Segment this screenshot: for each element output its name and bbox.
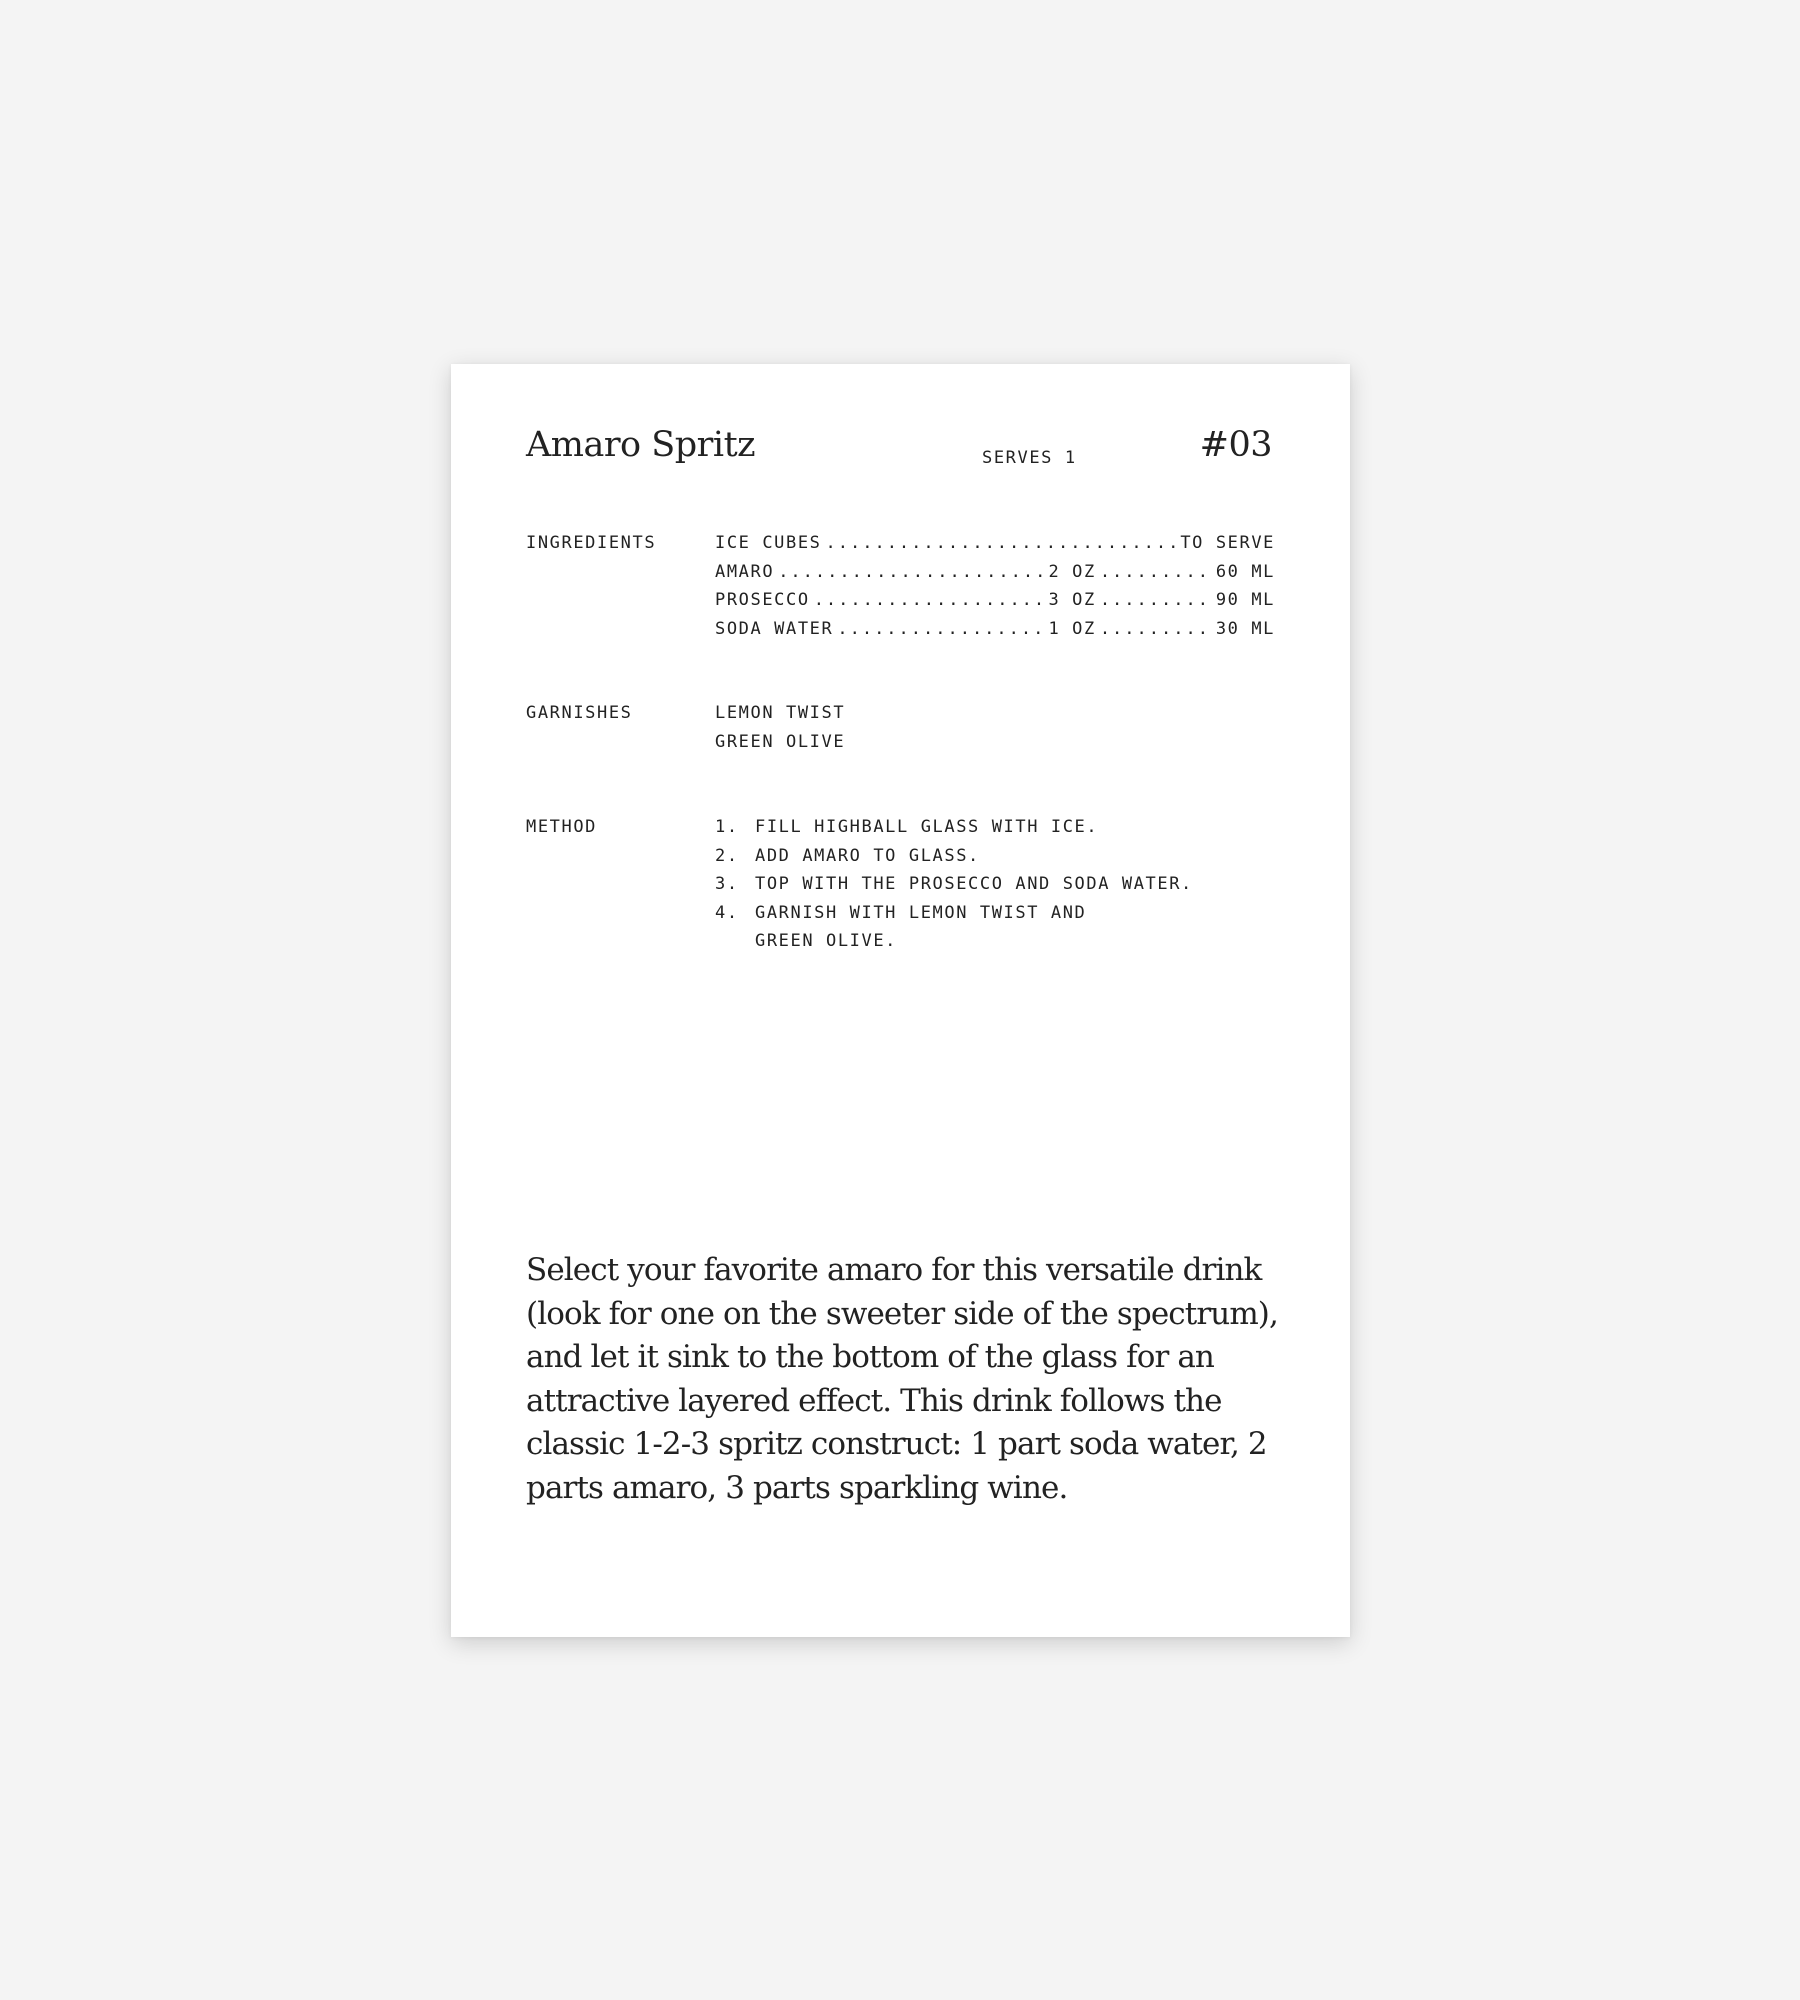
method-step [715, 842, 1275, 871]
method-step [715, 870, 1275, 899]
method-steps [715, 813, 1275, 956]
step-number: 1. [715, 817, 739, 837]
method-step [715, 813, 1275, 842]
step-text: TOP WITH THE PROSECCO AND SODA WATER. [755, 874, 1193, 894]
ingredient-row [715, 615, 1275, 644]
leader-dots [837, 615, 1044, 644]
ingredient-oz: 1 OZ [1048, 618, 1096, 639]
step-text: GARNISH WITH LEMON TWIST AND GREEN OLIVE. [755, 902, 1087, 951]
ingredient-name: SODA WATER [715, 618, 834, 639]
recipe-number: #03 [1199, 425, 1272, 465]
ingredient-name: AMARO [715, 561, 775, 582]
ingredient-ml: 90 ML [1215, 590, 1275, 610]
ingredients-list [715, 529, 1275, 643]
ingredient-oz: 3 OZ [1048, 590, 1096, 610]
garnish-item: GREEN OLIVE [715, 731, 846, 752]
serves-count: SERVES 1 [982, 448, 1077, 468]
ingredient-row [715, 558, 1275, 587]
step-number: 2. [715, 845, 739, 866]
ingredient-ml: TO SERVE [1180, 533, 1275, 553]
step-text: FILL HIGHBALL GLASS WITH ICE. [755, 817, 1099, 837]
ingredient-row [715, 586, 1275, 615]
leader-dots [1100, 615, 1212, 644]
leader-dots [1100, 586, 1212, 615]
garnishes-label: GARNISHES [526, 703, 633, 723]
step-text: ADD AMARO TO GLASS. [755, 845, 980, 866]
ingredient-ml: 30 ML [1215, 618, 1275, 639]
recipe-title: Amaro Spritz [526, 425, 756, 465]
ingredient-name: ICE CUBES [715, 533, 822, 553]
method-label: METHOD [526, 817, 598, 837]
leader-dots [814, 586, 1045, 615]
recipe-description: Select your favorite amaro for this versatile drink (look for one on the sweeter side of the spectrum), and let it sink to the bottom of the glass for an attractive layered effect. This drink follows the classic 1-2-3 spritz construct: 1 part soda water, 2 parts amaro, 3 parts sparkling wine. [526, 1252, 1278, 1506]
leader-dots [778, 558, 1044, 587]
method-step [715, 899, 1275, 956]
ingredient-oz: 2 OZ [1048, 561, 1096, 582]
recipe-card [451, 364, 1350, 1637]
step-number: 3. [715, 874, 739, 894]
step-number: 4. [715, 902, 739, 923]
ingredient-name: PROSECCO [715, 590, 810, 610]
garnishes-list [715, 699, 1275, 756]
leader-dots [1100, 558, 1212, 587]
leader-dots [826, 529, 1177, 558]
ingredients-label: INGREDIENTS [526, 533, 657, 553]
ingredient-row [715, 529, 1275, 558]
garnish-item: LEMON TWIST [715, 703, 846, 723]
ingredient-ml: 60 ML [1215, 561, 1275, 582]
